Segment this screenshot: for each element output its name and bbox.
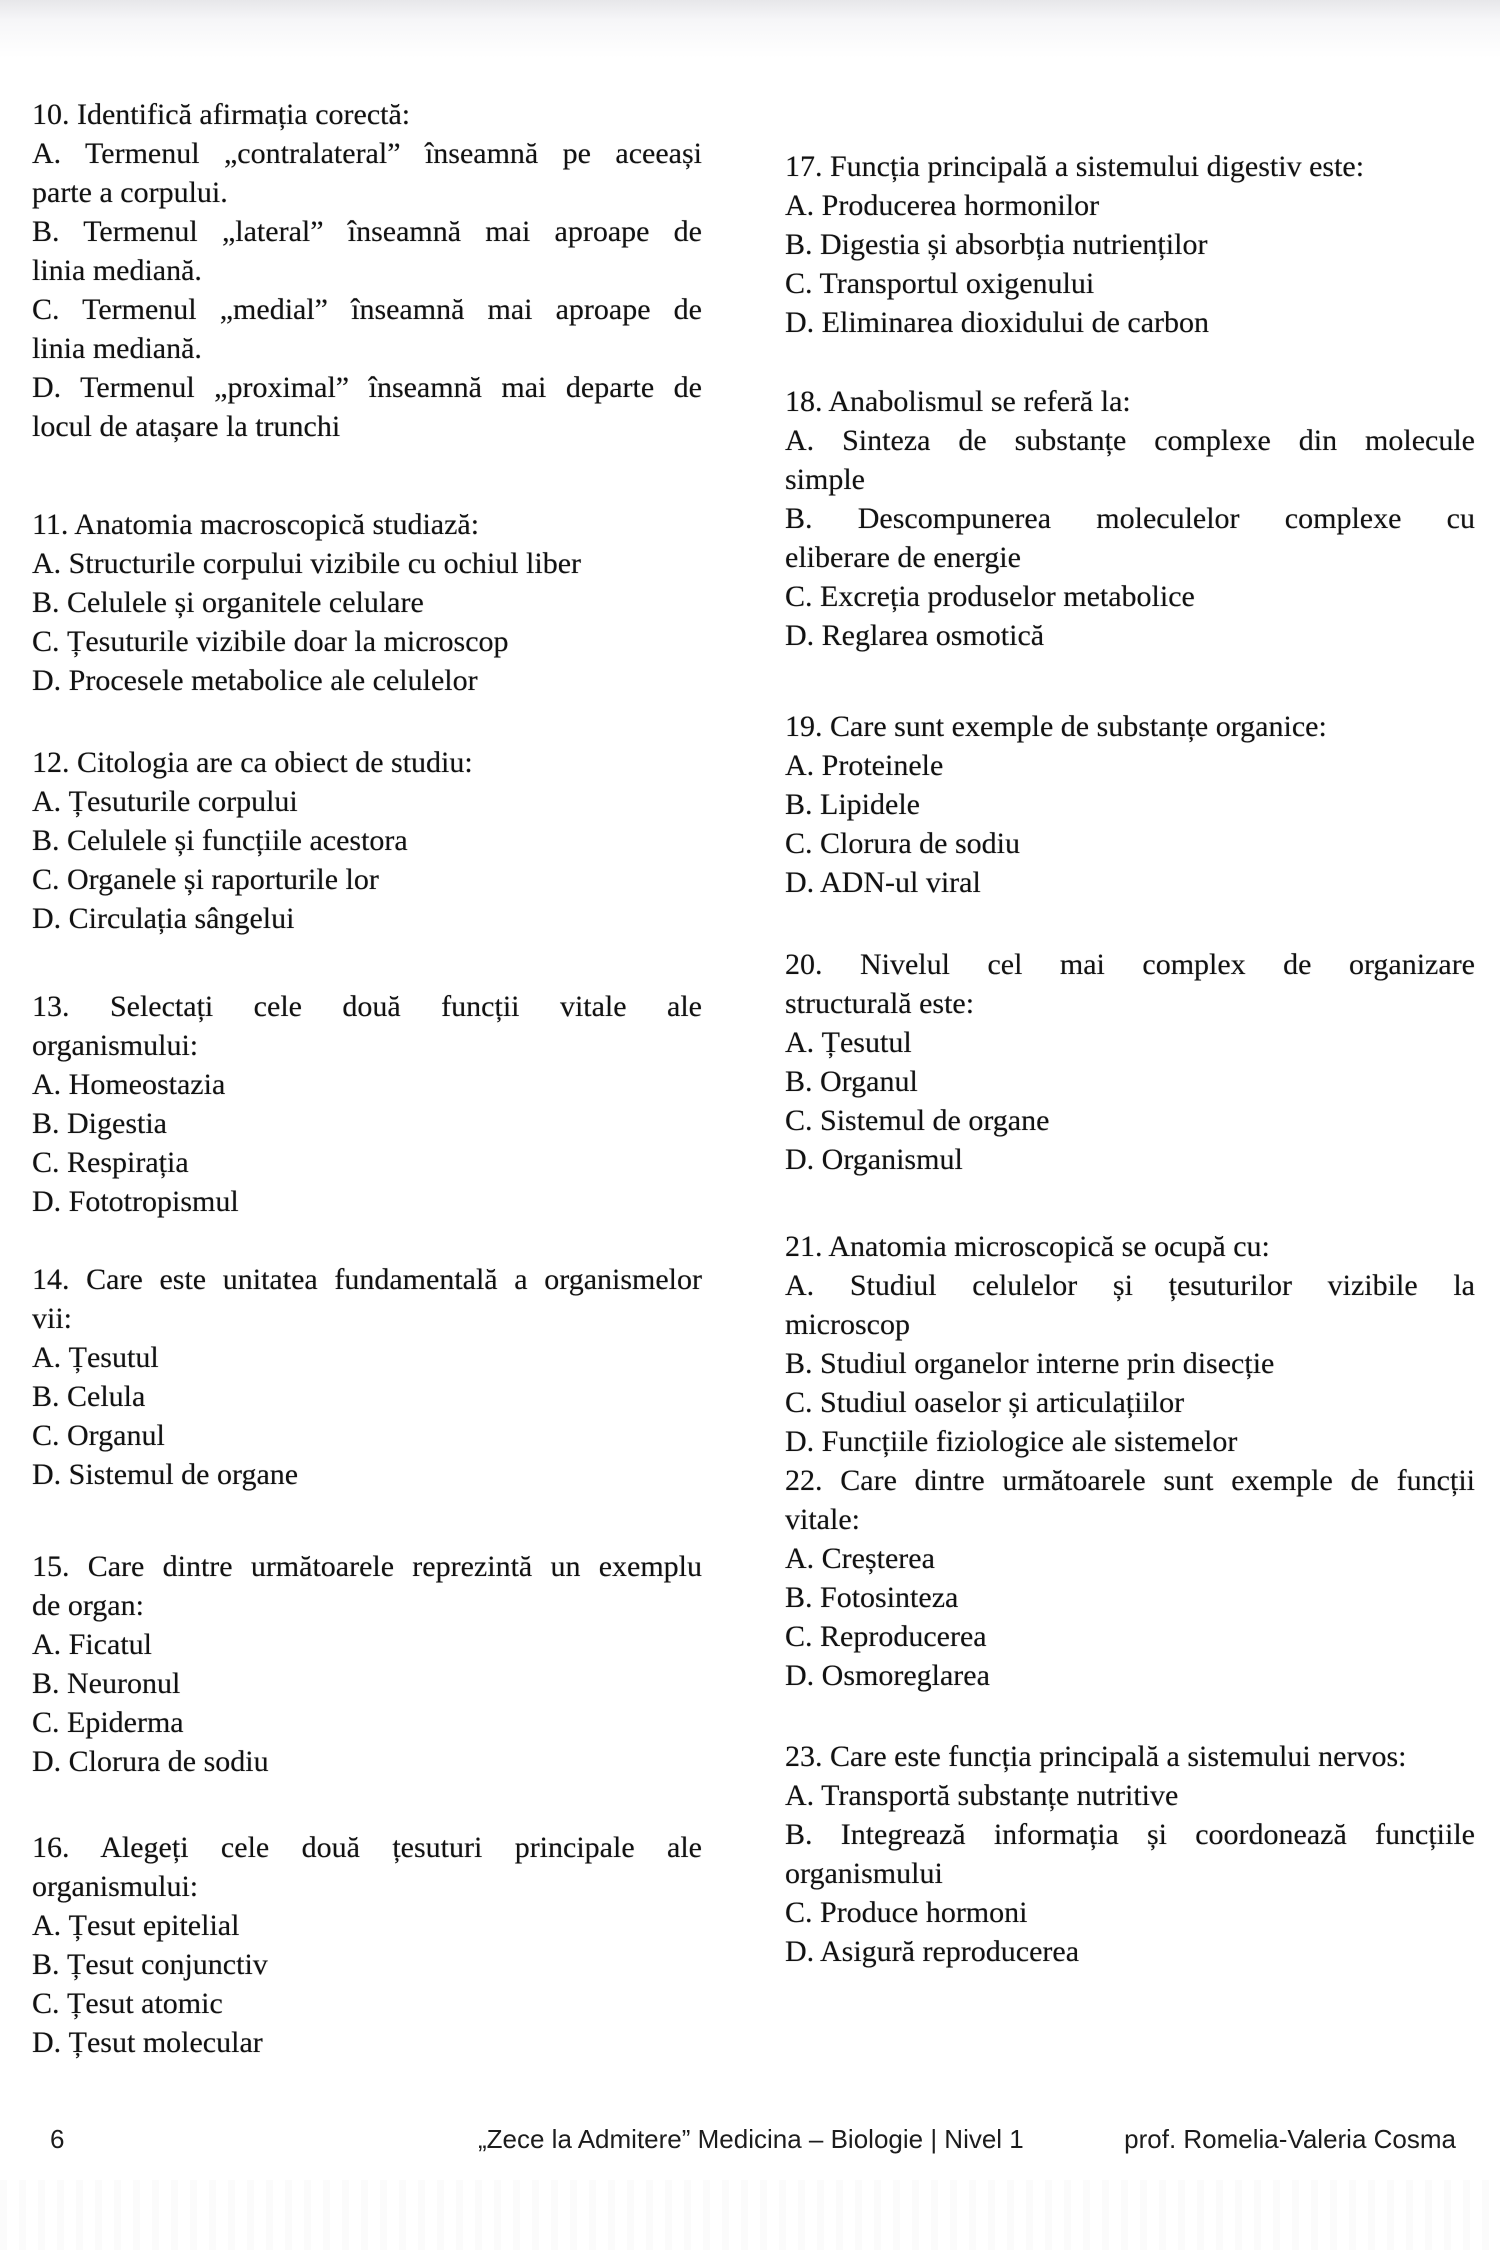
question-block	[785, 147, 1475, 342]
text-line: C. Țesut atomic	[32, 1987, 223, 2020]
text-line: B. Digestia și absorbția nutrienților	[785, 228, 1208, 261]
footer-author: prof. Romelia-Valeria Cosma	[1124, 2124, 1456, 2154]
text-line: 21. Anatomia microscopică se ocupă cu:	[785, 1230, 1270, 1263]
question-block	[32, 1828, 702, 2062]
question-block	[32, 743, 702, 938]
text-line: D. Sistemul de organe	[32, 1458, 299, 1491]
text-line: A. Sinteza de substanțe complexe din molecule	[785, 424, 1475, 457]
text-line: C. Epiderma	[32, 1706, 184, 1739]
text-line: 20. Nivelul cel mai complex de organizare	[785, 948, 1475, 981]
page-number: 6	[50, 2124, 65, 2154]
text-line: structurală este:	[785, 987, 975, 1020]
text-line: D. Reglarea osmotică	[785, 619, 1045, 652]
text-line: D. ADN-ul viral	[785, 866, 981, 899]
text-line: B. Fotosinteza	[785, 1581, 959, 1614]
left-column	[32, 95, 702, 2062]
text-line: A. Proteinele	[785, 749, 944, 782]
text-line: B. Celula	[32, 1380, 146, 1413]
text-line: D. Termenul „proximal” înseamnă mai departe de	[32, 371, 702, 404]
text-line: A. Țesutul	[785, 1026, 912, 1059]
text-line: 12. Citologia are ca obiect de studiu:	[32, 746, 473, 779]
text-line: C. Respirația	[32, 1146, 189, 1179]
text-line: C. Sistemul de organe	[785, 1104, 1050, 1137]
text-line: de organ:	[32, 1589, 144, 1622]
text-line: linia mediană.	[32, 254, 202, 287]
text-line: 10. Identifică afirmația corectă:	[32, 98, 411, 131]
text-line: D. Eliminarea dioxidului de carbon	[785, 306, 1210, 339]
text-line: 14. Care este unitatea fundamentală a organismelor	[32, 1263, 702, 1296]
text-line: D. Osmoreglarea	[785, 1659, 990, 1692]
text-line: C. Transportul oxigenului	[785, 267, 1095, 300]
scan-edge-bottom	[0, 2180, 1500, 2250]
text-line: 17. Funcția principală a sistemului digestiv este:	[785, 150, 1365, 183]
text-line: B. Țesut conjunctiv	[32, 1948, 268, 1981]
text-line: C. Organul	[32, 1419, 165, 1452]
text-line: 16. Alegeți cele două țesuturi principale ale	[32, 1831, 702, 1864]
text-line: parte a corpului.	[32, 176, 228, 209]
text-line: linia mediană.	[32, 332, 202, 365]
text-line: 15. Care dintre următoarele reprezintă un exemplu	[32, 1550, 702, 1583]
text-line: B. Digestia	[32, 1107, 167, 1140]
footer-title: „Zece la Admitere” Medicina – Biologie | Nivel 1	[478, 2124, 1024, 2154]
text-line: A. Ficatul	[32, 1628, 152, 1661]
text-line: B. Studiul organelor interne prin disecție	[785, 1347, 1275, 1380]
text-line: B. Descompunerea moleculelor complexe cu	[785, 502, 1475, 535]
text-line: A. Producerea hormonilor	[785, 189, 1100, 222]
text-line: simple	[785, 463, 865, 496]
text-line: D. Fototropismul	[32, 1185, 239, 1218]
text-line: C. Țesuturile vizibile doar la microscop	[32, 625, 509, 658]
right-column	[785, 147, 1475, 1971]
text-line: locul de atașare la trunchi	[32, 410, 341, 443]
text-line: 22. Care dintre următoarele sunt exemple de funcții	[785, 1464, 1475, 1497]
text-line: 18. Anabolismul se referă la:	[785, 385, 1131, 418]
text-line: C. Produce hormoni	[785, 1896, 1028, 1929]
text-line: D. Asigură reproducerea	[785, 1935, 1080, 1968]
text-line: organismului:	[32, 1029, 199, 1062]
text-line: organismului:	[32, 1870, 199, 1903]
text-line: C. Studiul oaselor și articulațiilor	[785, 1386, 1185, 1419]
text-line: D. Organismul	[785, 1143, 963, 1176]
text-line: B. Organul	[785, 1065, 918, 1098]
question-block	[785, 1227, 1475, 1461]
text-line: B. Celulele și organitele celulare	[32, 586, 424, 619]
text-line: C. Termenul „medial” înseamnă mai aproape de	[32, 293, 702, 326]
question-block	[32, 505, 702, 700]
text-line: B. Integrează informația și coordonează funcțiile	[785, 1818, 1475, 1851]
text-line: A. Structurile corpului vizibile cu ochiul liber	[32, 547, 582, 580]
question-block	[32, 1260, 702, 1494]
text-line: A. Creșterea	[785, 1542, 935, 1575]
question-block	[32, 95, 702, 446]
text-line: 19. Care sunt exemple de substanțe organice:	[785, 710, 1327, 743]
text-line: A. Țesutul	[32, 1341, 159, 1374]
text-line: C. Organele și raporturile lor	[32, 863, 379, 896]
text-line: A. Țesuturile corpului	[32, 785, 298, 818]
text-line: A. Homeostazia	[32, 1068, 226, 1101]
text-line: C. Reproducerea	[785, 1620, 987, 1653]
page-footer	[0, 2124, 1500, 2164]
text-line: B. Lipidele	[785, 788, 920, 821]
text-line: A. Țesut epitelial	[32, 1909, 240, 1942]
text-line: B. Celulele și funcțiile acestora	[32, 824, 408, 857]
question-block	[785, 1461, 1475, 1695]
scan-edge-top	[0, 0, 1500, 58]
question-block	[32, 987, 702, 1221]
text-line: organismului	[785, 1857, 943, 1890]
text-line: D. Clorura de sodiu	[32, 1745, 269, 1778]
text-line: A. Studiul celulelor și țesuturilor vizibile la	[785, 1269, 1475, 1302]
text-line: C. Clorura de sodiu	[785, 827, 1020, 860]
text-line: vii:	[32, 1302, 73, 1335]
question-block	[785, 707, 1475, 902]
text-line: 13. Selectați cele două funcții vitale ale	[32, 990, 702, 1023]
text-line: B. Neuronul	[32, 1667, 181, 1700]
text-line: 11. Anatomia macroscopică studiază:	[32, 508, 480, 541]
text-line: eliberare de energie	[785, 541, 1021, 574]
text-line: A. Transportă substanțe nutritive	[785, 1779, 1179, 1812]
text-line: C. Excreția produselor metabolice	[785, 580, 1195, 613]
text-line: D. Procesele metabolice ale celulelor	[32, 664, 478, 697]
text-line: D. Circulația sângelui	[32, 902, 295, 935]
text-line: vitale:	[785, 1503, 860, 1536]
text-line: microscop	[785, 1308, 910, 1341]
question-block	[785, 945, 1475, 1179]
text-line: D. Țesut molecular	[32, 2026, 263, 2059]
text-line: B. Termenul „lateral” înseamnă mai aproape de	[32, 215, 702, 248]
question-block	[785, 382, 1475, 655]
question-block	[785, 1737, 1475, 1971]
text-line: 23. Care este funcția principală a sistemului nervos:	[785, 1740, 1407, 1773]
text-line: A. Termenul „contralateral” înseamnă pe aceeași	[32, 137, 702, 170]
question-block	[32, 1547, 702, 1781]
text-line: D. Funcțiile fiziologice ale sistemelor	[785, 1425, 1238, 1458]
